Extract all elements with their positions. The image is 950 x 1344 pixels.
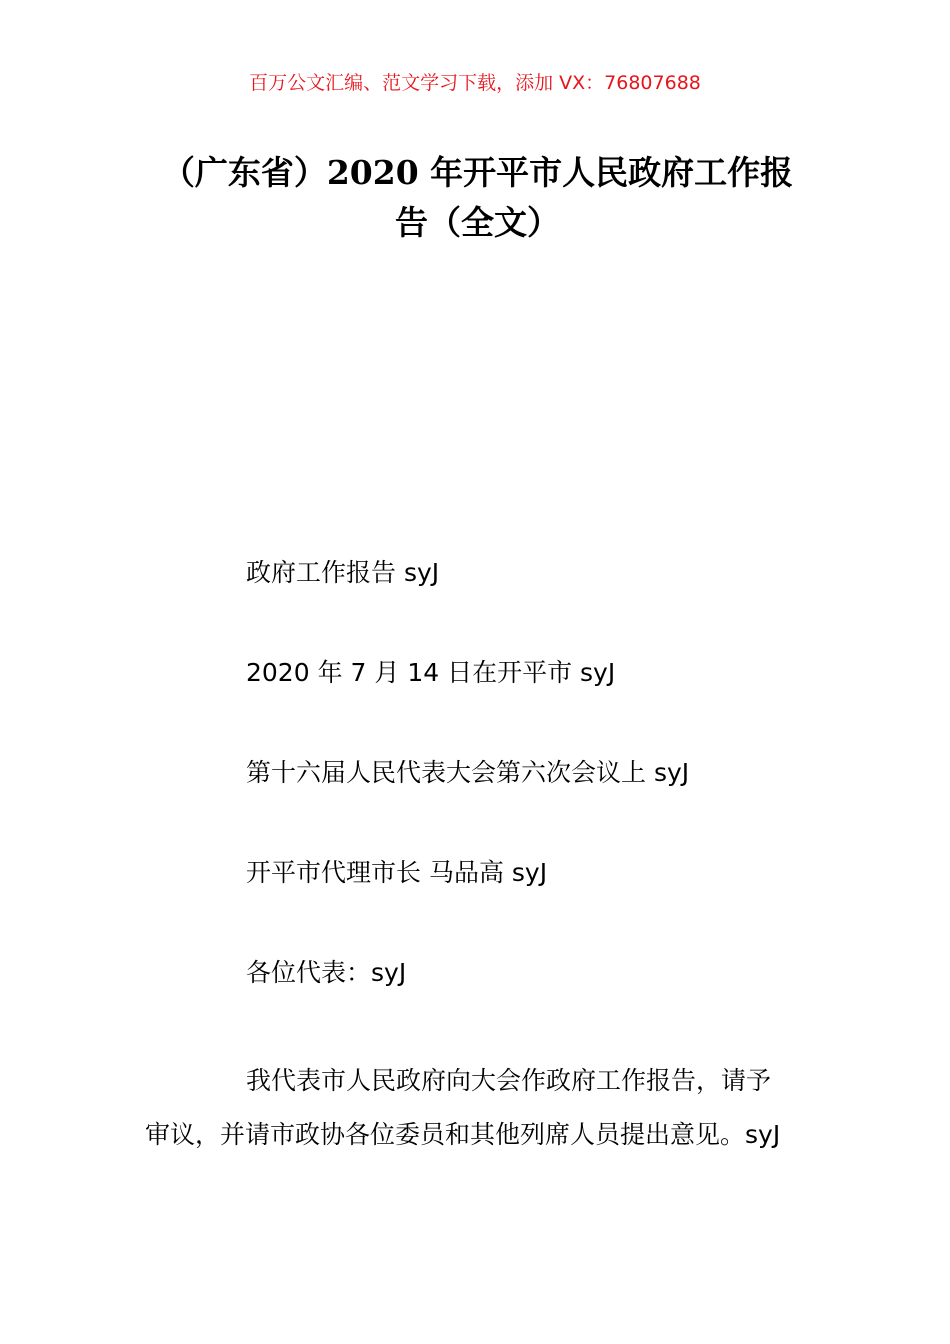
body-line-2: 审议，并请市政协各位委员和其他列席人员提出意见。syJ <box>145 1120 781 1149</box>
header-note: 百万公文汇编、范文学习下载，添加 VX：76807688 <box>249 72 701 94</box>
paragraph-report-name: 政府工作报告 syJ <box>246 558 440 587</box>
paragraph-greeting: 各位代表：syJ <box>246 958 407 987</box>
title-line-1: （广东省）2020 年开平市人民政府工作报 <box>161 153 794 192</box>
title-line-2: 告（全文） <box>395 203 560 242</box>
document-title <box>145 148 810 248</box>
paragraph-meeting: 第十六届人民代表大会第六次会议上 syJ <box>246 758 690 787</box>
body-line-1: 我代表市人民政府向大会作政府工作报告，请予 <box>246 1066 772 1095</box>
paragraph-speaker: 开平市代理市长 马品高 syJ <box>246 858 548 887</box>
body-paragraph <box>145 1054 810 1162</box>
paragraph-date-place: 2020 年 7 月 14 日在开平市 syJ <box>246 658 616 687</box>
